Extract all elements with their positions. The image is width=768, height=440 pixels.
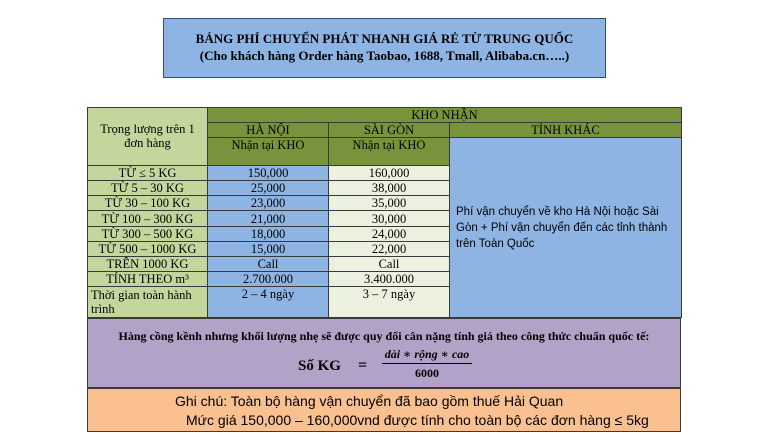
ha-noi-header: HÀ NỘI: [208, 123, 329, 138]
saigon-price: Call: [329, 257, 450, 272]
hanoi-price: 23,000: [208, 196, 329, 211]
formula-description: Hàng cồng kềnh nhưng khối lượng nhẹ sẽ được quy đổi cân nặng tính giá theo công thức chuẩn quốc tế:: [118, 329, 650, 343]
weight-cell: TỪ 300 – 500 KG: [88, 226, 208, 241]
title-line-1: BẢNG PHÍ CHUYỂN PHÁT NHANH GIÁ RẺ TỪ TRUNG QUỐC: [195, 31, 574, 46]
hanoi-price: 18,000: [208, 226, 329, 241]
title-box: [163, 18, 606, 78]
tinh-khac-note: Phí vận chuyển về kho Hà Nội hoặc Sài Gòn + Phí vận chuyển đến các tỉnh thành trên Toàn Quốc: [450, 138, 682, 318]
weight-cell: TRÊN 1000 KG: [88, 257, 208, 272]
saigon-price: 3.400.000: [329, 272, 450, 287]
formula-equals: =: [358, 357, 368, 374]
kho-nhan-header: KHO NHẬN: [208, 108, 682, 123]
formula-lhs: Số KG: [298, 358, 341, 374]
weight-cell: TÍNH THEO m³: [88, 272, 208, 287]
tinh-khac-header: TỈNH KHÁC: [450, 123, 682, 138]
weight-cell: TỪ 100 – 300 KG: [88, 211, 208, 226]
hanoi-price: 2.700.000: [208, 272, 329, 287]
sai-gon-subheader: Nhận tại KHO: [329, 138, 450, 165]
weight-header: Trọng lượng trên 1 đơn hàng: [88, 108, 208, 166]
formula-fraction: [382, 347, 472, 381]
time-hanoi: 2 – 4 ngày: [208, 287, 329, 318]
time-label: Thời gian toàn hành trình: [88, 287, 208, 318]
price-table: [87, 107, 682, 318]
saigon-price: 38,000: [329, 181, 450, 196]
saigon-price: 160,000: [329, 165, 450, 180]
note-line-1: Ghi chú: Toàn bộ hàng vận chuyển đã bao gồm thuế Hải Quan: [175, 393, 564, 409]
sai-gon-header: SÀI GÒN: [329, 123, 450, 138]
title-line-2: (Cho khách hàng Order hàng Taobao, 1688, Tmall, Alibaba.cn…..): [199, 48, 570, 63]
formula-box: [87, 318, 681, 388]
saigon-price: 22,000: [329, 241, 450, 256]
hanoi-price: Call: [208, 257, 329, 272]
hanoi-price: 25,000: [208, 181, 329, 196]
note-line-2: Mức giá 150,000 – 160,000vnd được tính cho toàn bộ các đơn hàng ≤ 5kg: [186, 412, 649, 428]
saigon-price: 35,000: [329, 196, 450, 211]
formula-denominator: 6000: [415, 366, 439, 380]
time-saigon: 3 – 7 ngày: [329, 287, 450, 318]
hanoi-price: 150,000: [208, 165, 329, 180]
weight-cell: TỪ 30 – 100 KG: [88, 196, 208, 211]
weight-cell: TỪ 5 – 30 KG: [88, 181, 208, 196]
weight-cell: TỪ ≤ 5 KG: [88, 165, 208, 180]
hanoi-price: 15,000: [208, 241, 329, 256]
notes-box: [87, 388, 681, 432]
formula-numerator: dài ∗ rộng ∗ cao: [382, 347, 472, 364]
saigon-price: 24,000: [329, 226, 450, 241]
ha-noi-subheader: Nhận tại KHO: [208, 138, 329, 165]
weight-cell: TỪ 500 – 1000 KG: [88, 241, 208, 256]
saigon-price: 30,000: [329, 211, 450, 226]
hanoi-price: 21,000: [208, 211, 329, 226]
